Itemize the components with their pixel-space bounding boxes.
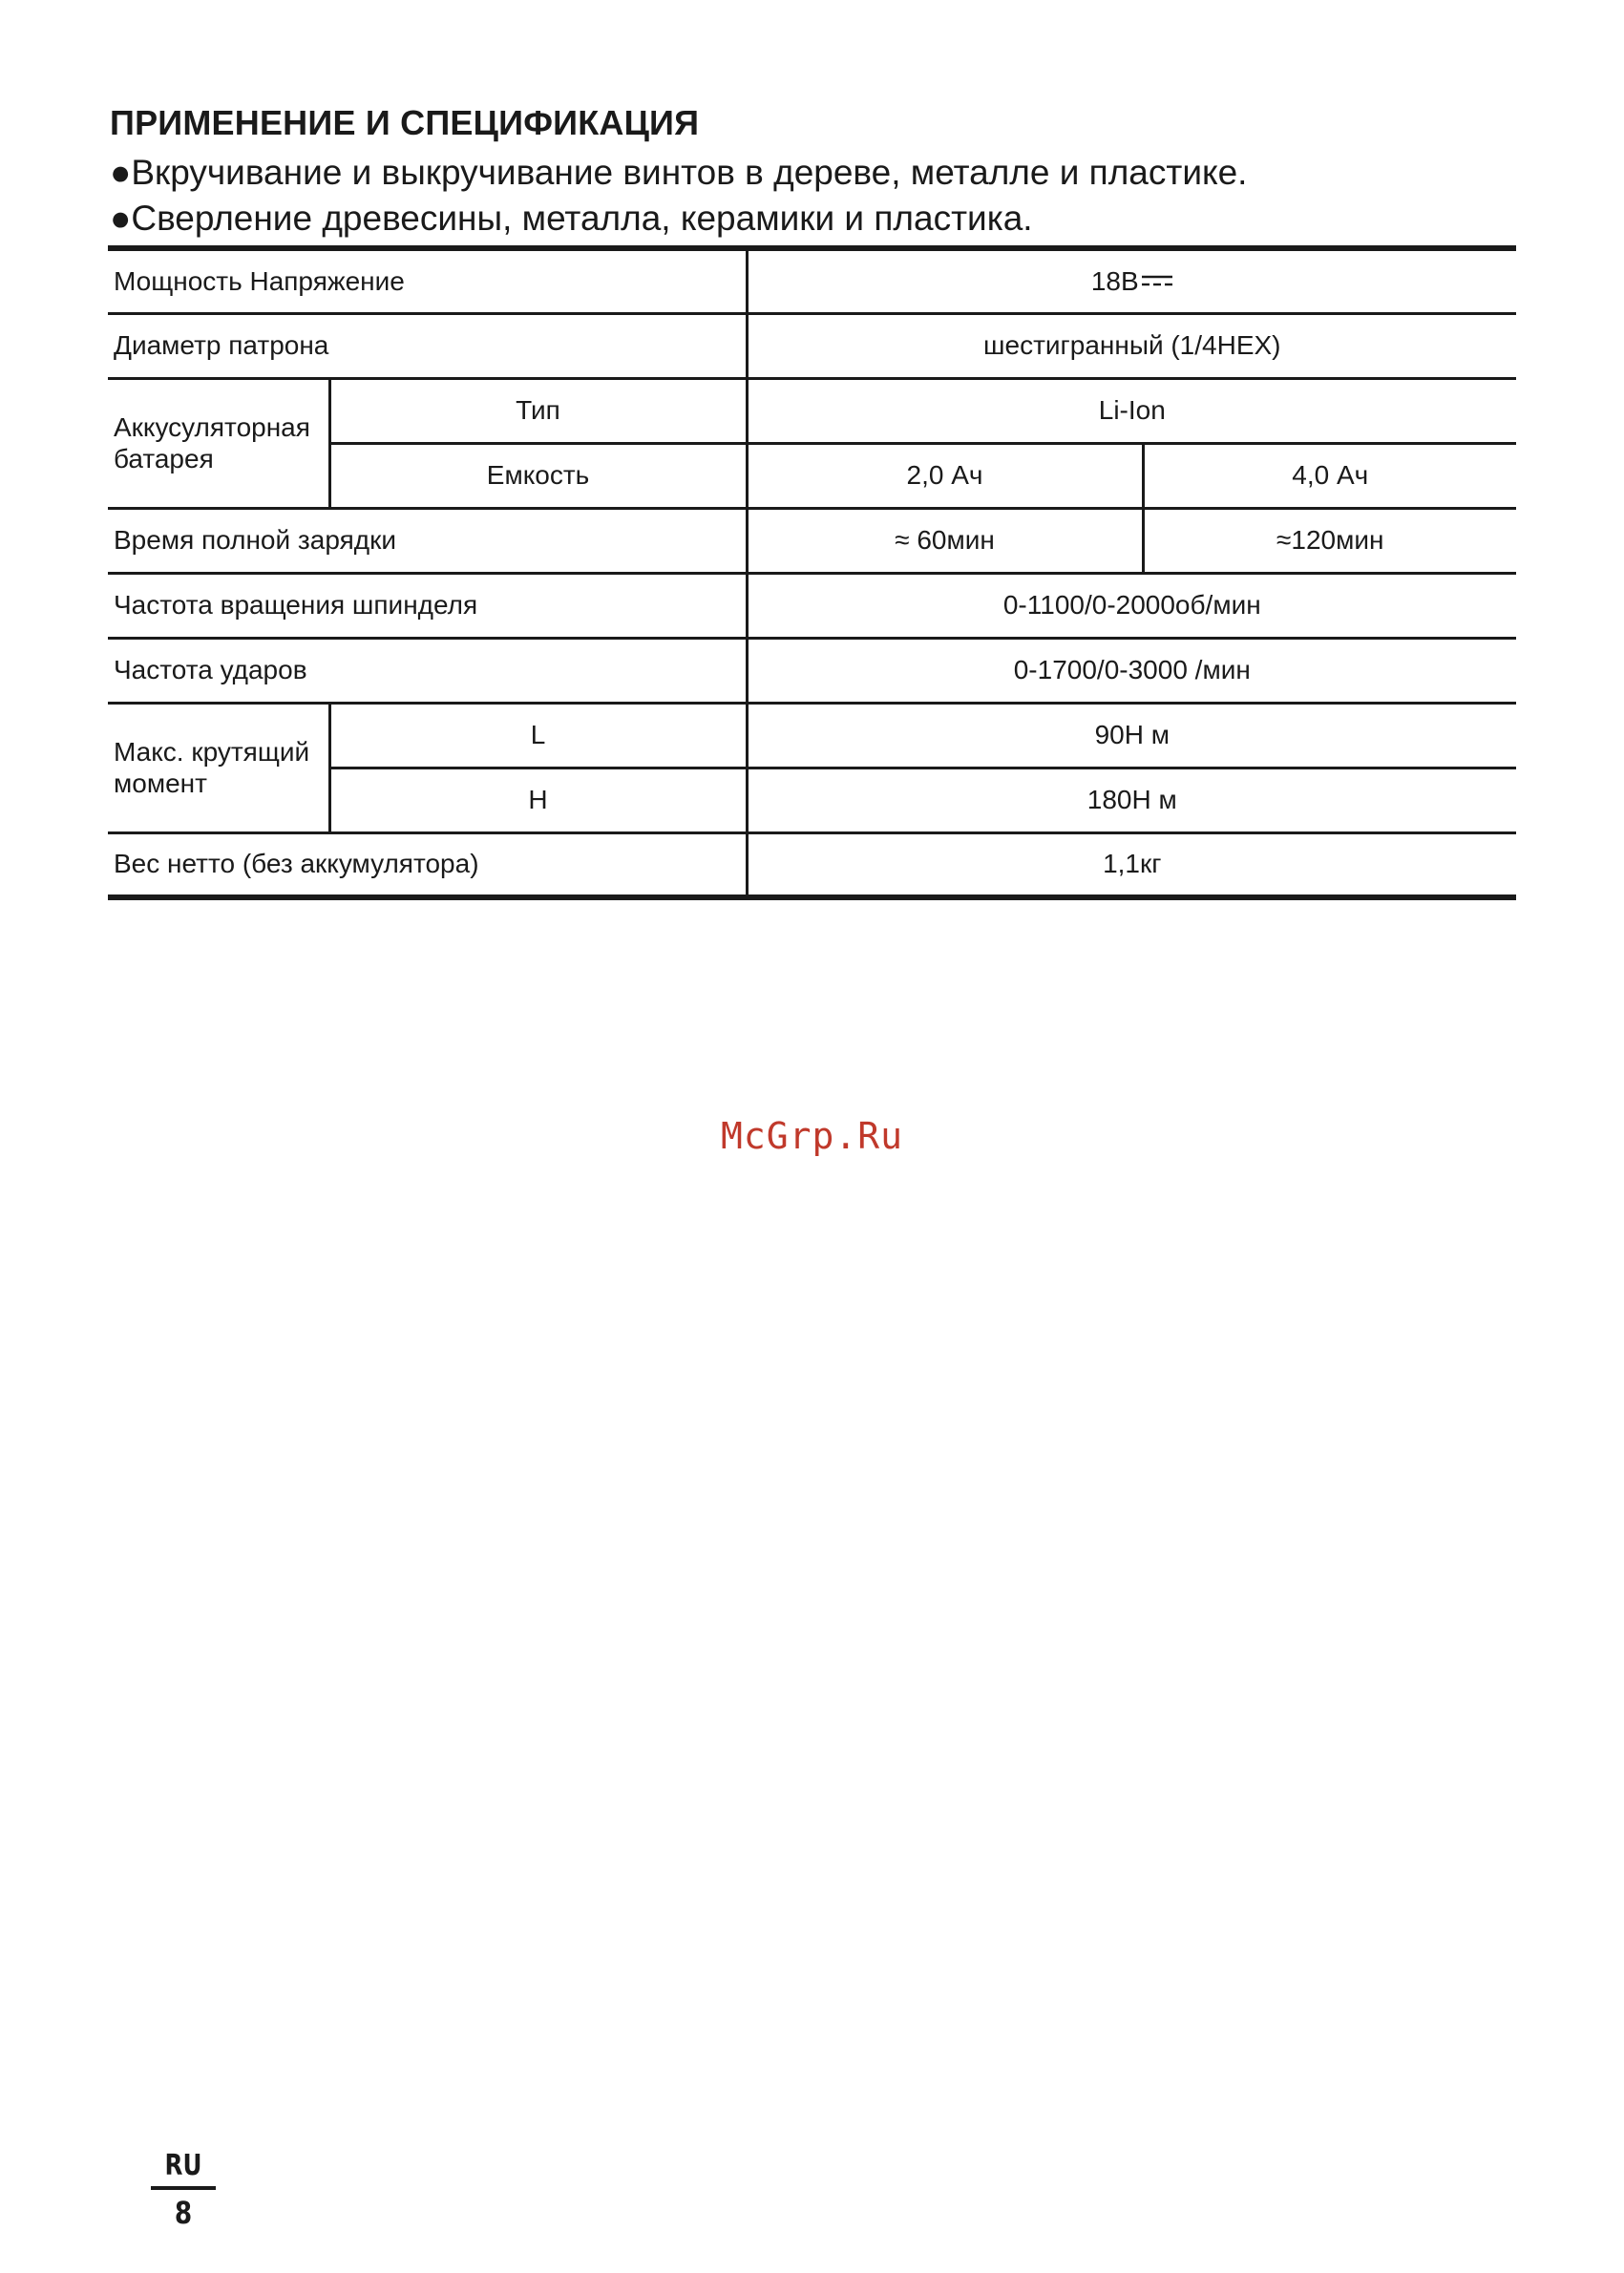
dc-voltage-icon xyxy=(1141,274,1173,287)
application-bullet-screws: ●Вкручивание и выкручивание винтов в дереве, металле и пластике. xyxy=(110,153,1248,192)
spindle-speed-value: 0-1100/0-2000об/мин xyxy=(747,573,1516,638)
page-number-badge xyxy=(151,2150,216,2230)
battery-type-value: Li-Ion xyxy=(747,378,1516,443)
specification-table xyxy=(108,245,1516,900)
battery-type-label: Тип xyxy=(329,378,747,443)
charge-time-value-1: ≈ 60мин xyxy=(747,508,1143,573)
page-badge-divider xyxy=(151,2186,216,2190)
power-voltage-value-cell xyxy=(747,248,1516,313)
table-row-torque-low xyxy=(108,703,1516,768)
spindle-speed-label: Частота вращения шпинделя xyxy=(108,573,747,638)
torque-low-label: L xyxy=(329,703,747,768)
table-row-spindle-speed xyxy=(108,573,1516,638)
charge-time-label: Время полной зарядки xyxy=(108,508,747,573)
table-row-net-weight xyxy=(108,832,1516,897)
power-voltage-label: Мощность Напряжение xyxy=(108,248,747,313)
battery-label: Аккусуляторная батарея xyxy=(108,378,329,508)
max-torque-label: Макс. крутящий момент xyxy=(108,703,329,832)
table-row-impact-rate xyxy=(108,638,1516,703)
application-bullet-drilling: ●Сверление древесины, металла, керамики и пластика. xyxy=(110,199,1033,238)
impact-rate-value: 0-1700/0-3000 /мин xyxy=(747,638,1516,703)
net-weight-label: Вес нетто (без аккумулятора) xyxy=(108,832,747,897)
watermark: McGrp.Ru xyxy=(720,1115,904,1157)
impact-rate-label: Частота ударов xyxy=(108,638,747,703)
battery-capacity-label: Емкость xyxy=(329,443,747,508)
page-number: 8 xyxy=(174,2195,193,2231)
battery-capacity-value-1: 2,0 Ач xyxy=(747,443,1143,508)
net-weight-value: 1,1кг xyxy=(747,832,1516,897)
chuck-diameter-label: Диаметр патрона xyxy=(108,313,747,378)
power-voltage-value: 18В xyxy=(1090,265,1139,296)
charge-time-value-2: ≈120мин xyxy=(1143,508,1516,573)
table-row-chuck-diameter xyxy=(108,313,1516,378)
language-code: RU xyxy=(164,2149,202,2182)
table-row-charge-time xyxy=(108,508,1516,573)
torque-low-value: 90Н м xyxy=(747,703,1516,768)
chuck-diameter-value: шестигранный (1/4HEX) xyxy=(747,313,1516,378)
page-title: ПРИМЕНЕНИЕ И СПЕЦИФИКАЦИЯ xyxy=(110,103,700,142)
table-row-power-voltage xyxy=(108,248,1516,313)
torque-high-label: H xyxy=(329,768,747,832)
torque-high-value: 180Н м xyxy=(747,768,1516,832)
battery-capacity-value-2: 4,0 Ач xyxy=(1143,443,1516,508)
table-row-battery-type xyxy=(108,378,1516,443)
